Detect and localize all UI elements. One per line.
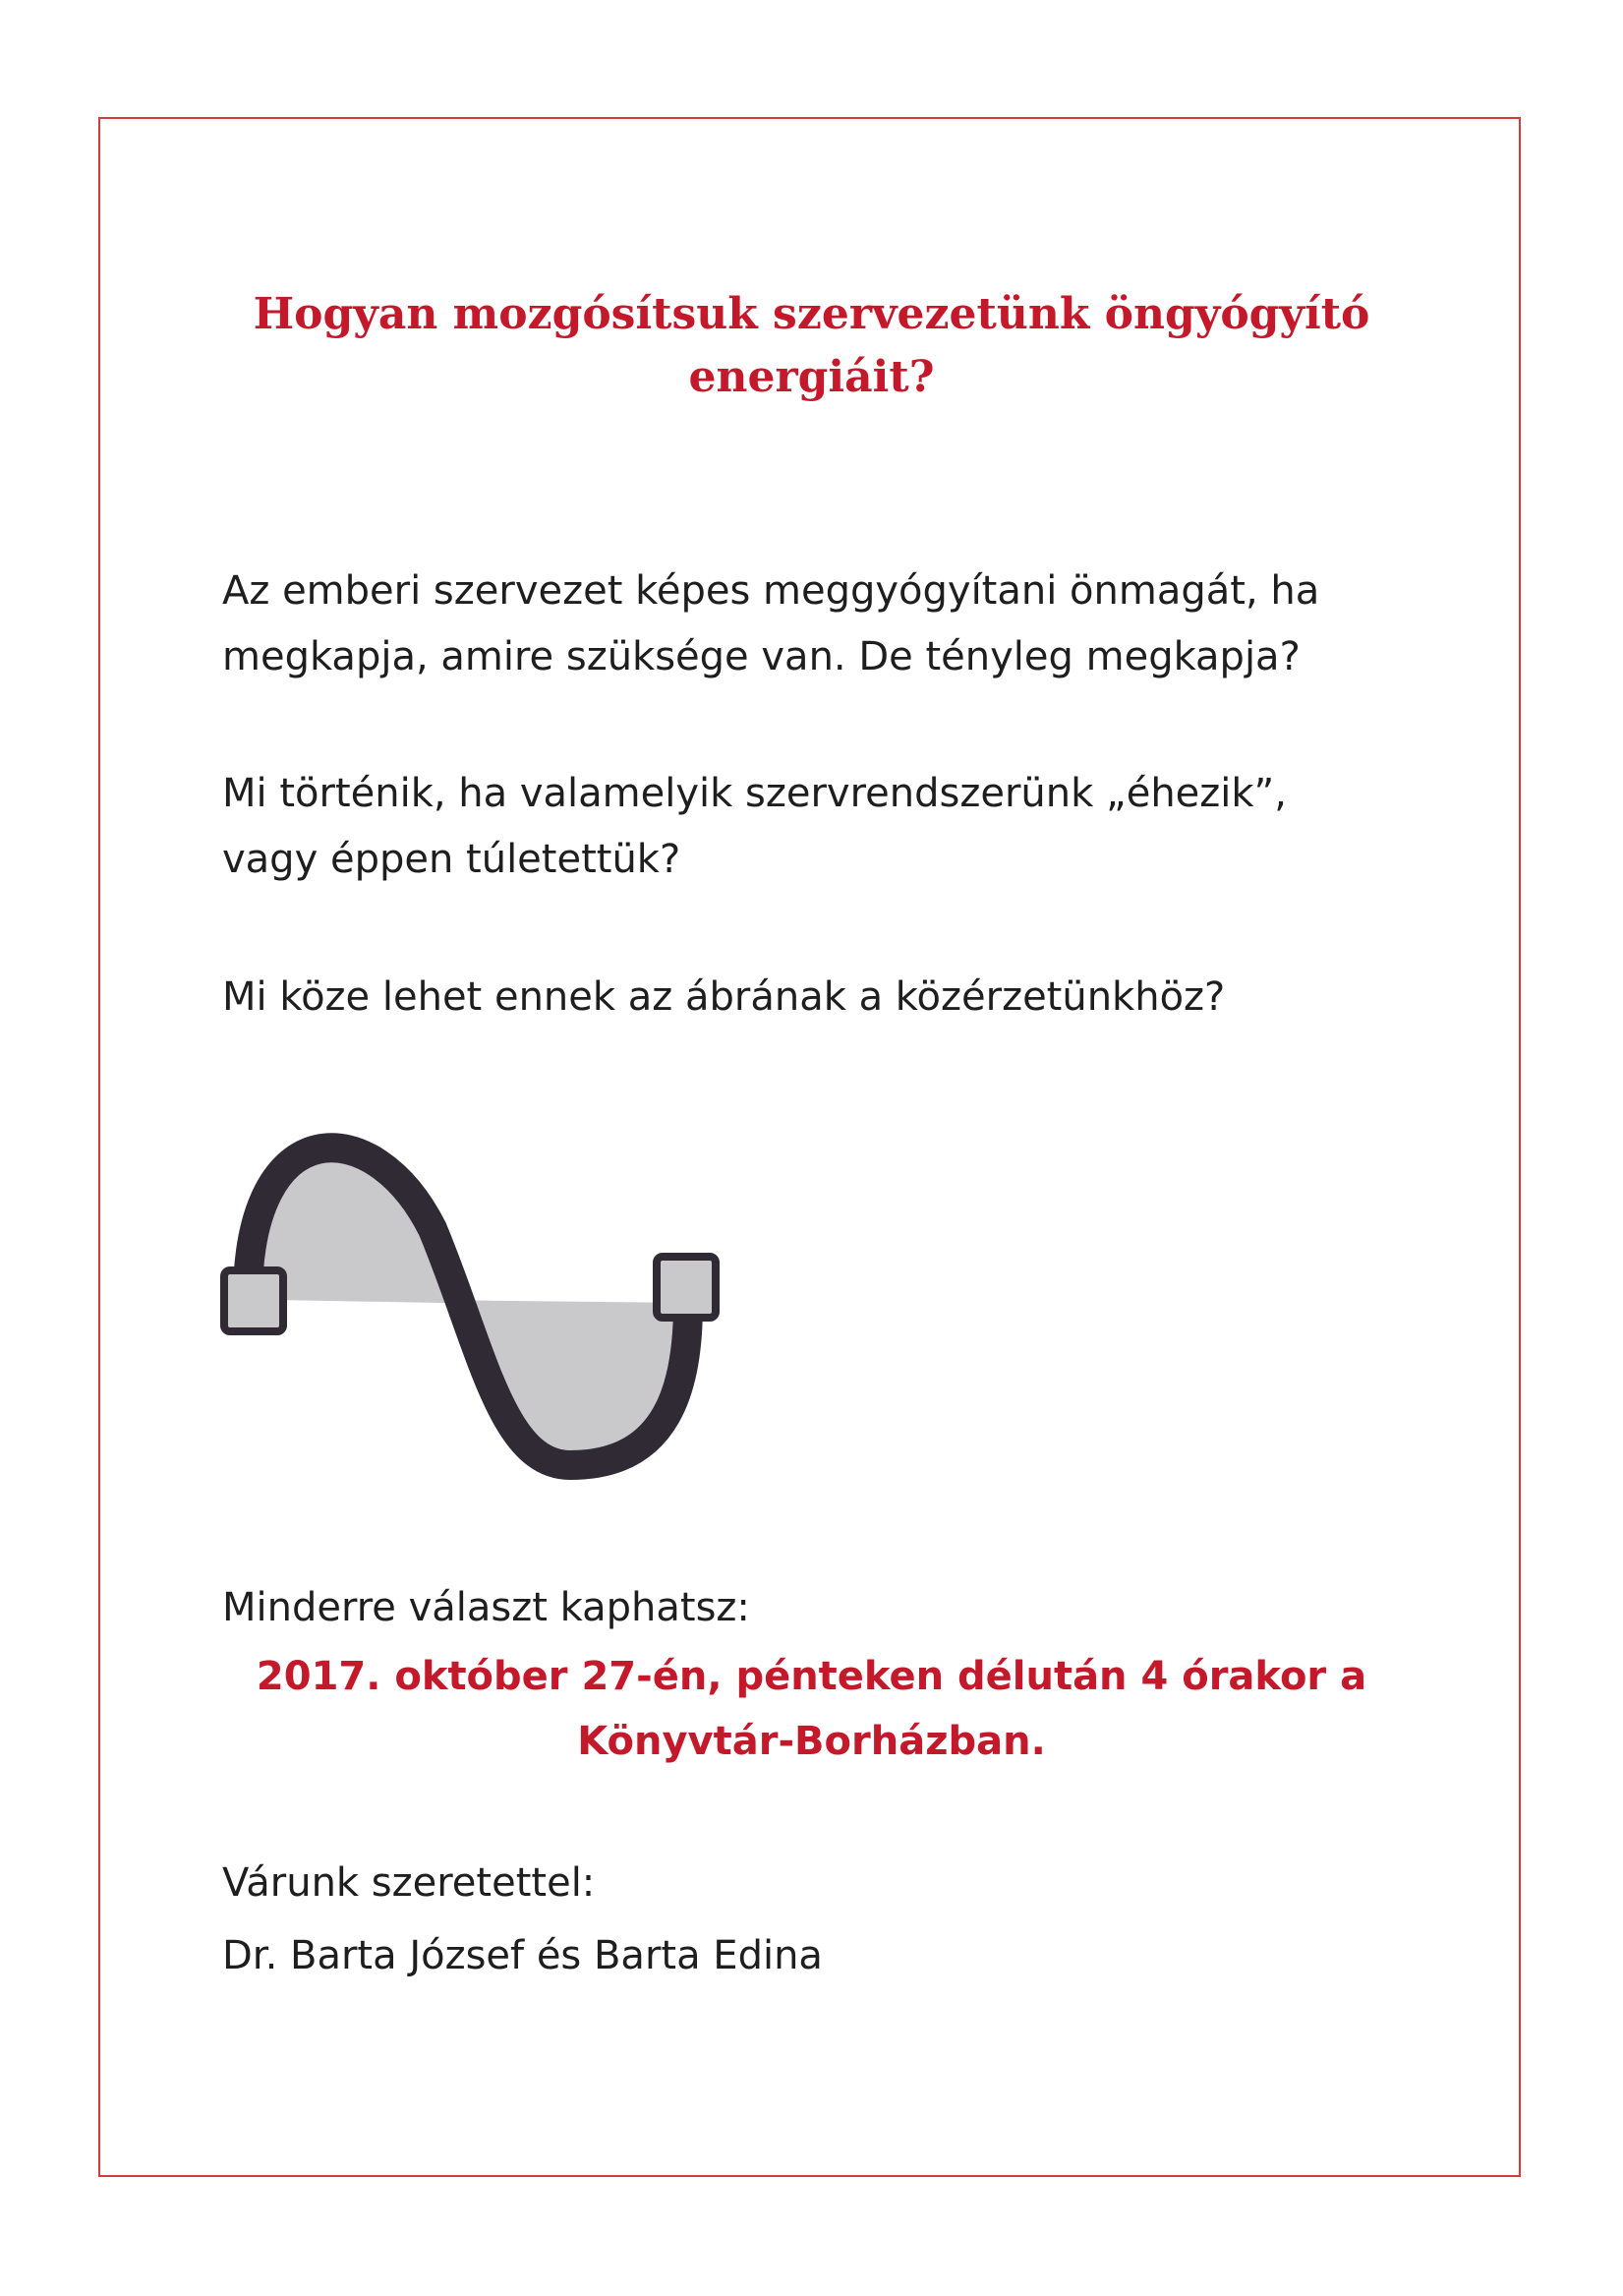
intro-line-2: megkapja, amire szüksége van. De tényleg megkapja? <box>222 634 1301 679</box>
answer-lead: Minderre választ kaphatsz: <box>222 1585 750 1630</box>
event-details <box>138 1644 1485 1774</box>
intro-line-1: Az emberi szervezet képes meggyógyítani önmagát, ha <box>222 568 1320 614</box>
intro-paragraph <box>222 559 1480 690</box>
figure-question: Mi köze lehet ennek az ábrának a közérzetünkhöz? <box>222 974 1226 1020</box>
signature-names: Dr. Barta József és Barta Edina <box>222 1933 823 1978</box>
bezier-curve-icon <box>206 1091 737 1504</box>
poster-title-line-1: Hogyan mozgósítsuk szervezetünk öngyógyító <box>253 289 1370 339</box>
poster-title <box>138 283 1485 409</box>
question-line-1: Mi történik, ha valamelyik szervrendszerünk „éhezik”, <box>222 771 1287 816</box>
event-line-1: 2017. október 27-én, pénteken délután 4 órakor a <box>256 1654 1367 1699</box>
poster-title-line-2: energiáit? <box>688 352 935 402</box>
curve-handle-left <box>224 1270 283 1331</box>
event-line-2: Könyvtár-Borházban. <box>577 1719 1046 1764</box>
curve-handle-right <box>657 1257 716 1318</box>
question-paragraph <box>222 761 1480 893</box>
welcome-line: Várunk szeretettel: <box>222 1860 596 1906</box>
question-line-2: vagy éppen túletettük? <box>222 837 681 882</box>
